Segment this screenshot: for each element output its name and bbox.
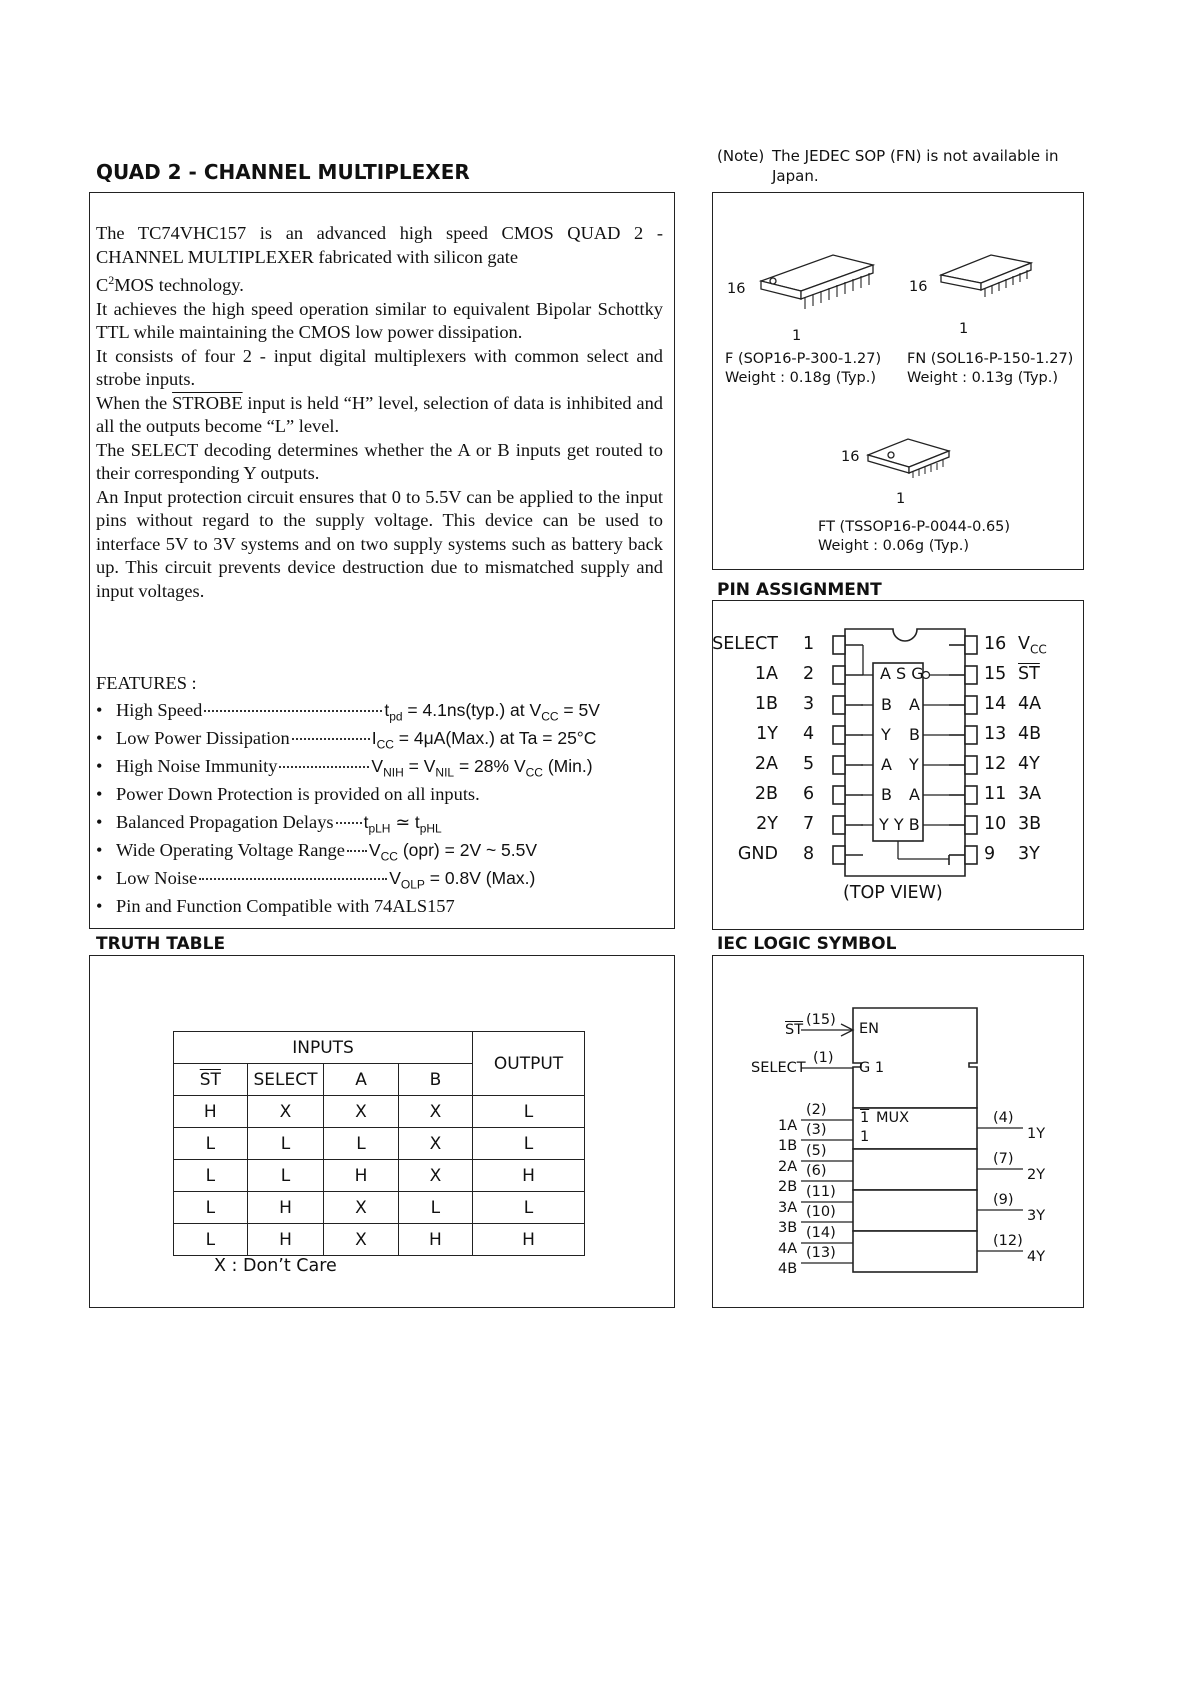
pin-right-10 — [965, 816, 977, 834]
pin-name: SELECT — [712, 634, 778, 654]
iec-input-pin: (6) — [806, 1163, 827, 1179]
bullet: • — [96, 840, 103, 860]
feature-item — [96, 728, 666, 754]
iec-output-name: 4Y — [1027, 1249, 1046, 1265]
col-b: B — [398, 1064, 472, 1096]
bullet: • — [96, 784, 103, 804]
features-heading: FEATURES : — [96, 673, 197, 693]
pin-name: 2Y — [756, 814, 778, 834]
iec-input-name: 2A — [778, 1159, 798, 1175]
inner-y1: Y — [881, 725, 891, 744]
inner-a3: A — [909, 785, 920, 804]
table-cell: H — [398, 1224, 472, 1256]
table-cell: L — [247, 1128, 324, 1160]
inner-b2: B — [909, 725, 920, 744]
table-row — [174, 1224, 585, 1256]
pin-number: 9 — [984, 844, 996, 864]
truth-table-heading: TRUTH TABLE — [96, 934, 226, 954]
pkg3-weight: Weight : 0.06g (Typ.) — [818, 538, 970, 554]
pin-number: 3 — [803, 694, 815, 714]
pin-number: 7 — [803, 814, 815, 834]
pin-number: 16 — [984, 634, 1007, 654]
feature-label: Low Power Dissipation — [116, 728, 290, 748]
pkg2-name: FN (SOL16-P-150-1.27) — [907, 351, 1074, 367]
iec-output-pin: (9) — [993, 1192, 1014, 1208]
table-cell: X — [398, 1128, 472, 1160]
pin-number: 2 — [803, 664, 815, 684]
iec-en: EN — [859, 1021, 880, 1037]
pin-name: 2B — [754, 784, 778, 804]
pin-left-2 — [833, 666, 845, 684]
package-box — [712, 192, 1084, 570]
feature-item — [96, 700, 666, 726]
iec-input-name: 3B — [778, 1220, 798, 1236]
pkg1-name: F (SOP16-P-300-1.27) — [725, 351, 882, 367]
table-cell: H — [324, 1160, 398, 1192]
inner-b1: B — [881, 695, 892, 714]
inner-asg: A S G — [880, 664, 924, 683]
iec-mux-4 — [853, 1231, 977, 1272]
iec-input-name: 4A — [778, 1241, 798, 1257]
table-row — [174, 1160, 585, 1192]
iec-input-pin: (11) — [806, 1184, 836, 1200]
iec-heading: IEC LOGIC SYMBOL — [717, 934, 897, 954]
dot-leader — [336, 822, 362, 824]
bullet: • — [96, 700, 103, 720]
truth-table-box — [89, 955, 675, 1308]
pin-name: 4B — [1018, 724, 1042, 744]
dot-leader — [347, 850, 367, 852]
col-select: SELECT — [247, 1064, 324, 1096]
pin-right-11 — [965, 786, 977, 804]
sol16-package-icon — [941, 255, 1031, 297]
iec-st-pin: (15) — [806, 1012, 836, 1028]
pin-name: $\overline{ST}$ — [1018, 664, 1040, 684]
table-cell: L — [398, 1192, 472, 1224]
table-cell: L — [174, 1192, 248, 1224]
iec-input-pin: (13) — [806, 1245, 836, 1261]
table-row — [174, 1192, 585, 1224]
table-cell: L — [174, 1224, 248, 1256]
desc-para-5: The SELECT decoding determines whether the A or B inputs get routed to their corresponding Y outputs. — [96, 439, 663, 484]
feature-value: $t_{pLH}$ ≃ $t_{pHL}$ — [363, 812, 442, 836]
tssop16-package-icon — [868, 439, 949, 478]
dot-leader — [279, 766, 369, 768]
pin-left-4 — [833, 726, 845, 744]
dont-care-note: X : Don’t Care — [214, 1256, 337, 1276]
pkg2-pin1: 1 — [959, 321, 969, 337]
inner-a1: A — [909, 695, 920, 714]
page-title: QUAD 2 - CHANNEL MULTIPLEXER — [96, 160, 470, 184]
bullet: • — [96, 896, 103, 916]
iec-input-pin: (10) — [806, 1204, 836, 1220]
iec-input-name: 1A — [778, 1118, 798, 1134]
pin-left-8 — [833, 846, 845, 864]
pin-name: GND — [737, 844, 778, 864]
note-line2: Japan. — [772, 167, 819, 185]
pin-right-12 — [965, 756, 977, 774]
description — [96, 222, 663, 603]
pkg3-name: FT (TSSOP16-P-0044-0.65) — [818, 519, 1011, 535]
feature-item — [96, 896, 666, 922]
pin-name: 4Y — [1018, 754, 1040, 774]
feature-item — [96, 784, 666, 810]
feature-item — [96, 756, 666, 782]
iec-output-name: 2Y — [1027, 1167, 1046, 1183]
iec-input-pin: (5) — [806, 1143, 827, 1159]
pin-left-1 — [833, 636, 845, 654]
truth-table — [173, 1031, 585, 1256]
iec-select-label: SELECT — [751, 1060, 806, 1076]
iec-mux-label: MUX — [876, 1110, 910, 1126]
dot-leader — [292, 738, 370, 740]
desc-para-6: An Input protection circuit ensures that 0 to 5.5V can be applied to the input pins without regard to the supply voltage. This device can be used to interface 5V to 3V systems and on two supply systems such as battery back up. This circuit prevents device destruction due to mismatched supply and input voltages. — [96, 486, 663, 601]
iec-st-label: $\overline{ST}$ — [785, 1022, 804, 1038]
pin-number: 5 — [803, 754, 815, 774]
bullet: • — [96, 868, 103, 888]
iec-mux-1: 1 — [860, 1129, 870, 1145]
table-cell: H — [247, 1192, 324, 1224]
features — [96, 673, 666, 923]
feature-value: $V_{NIH} = V_{NIL} = 28\%$ $V_{CC}$ (Min.) — [371, 756, 593, 780]
pin-number: 6 — [803, 784, 815, 804]
table-row — [174, 1128, 585, 1160]
pin-right-15 — [965, 666, 977, 684]
pin-assignment-heading: PIN ASSIGNMENT — [717, 580, 882, 600]
col-a: A — [324, 1064, 398, 1096]
pin-left-5 — [833, 756, 845, 774]
pin-name: 3A — [1018, 784, 1042, 804]
pin-name: 3Y — [1018, 844, 1040, 864]
pin-number: 14 — [984, 694, 1007, 714]
pin-assignment-box — [712, 600, 1084, 930]
table-cell: L — [473, 1128, 585, 1160]
pin-number: 10 — [984, 814, 1007, 834]
desc-para-2: It achieves the high speed operation similar to equivalent Bipolar Schottky TTL while maintaining the CMOS low power dissipation. — [96, 298, 663, 343]
inner-a2: A — [881, 755, 892, 774]
pkg3-pin1: 1 — [896, 491, 906, 507]
pin-number: 8 — [803, 844, 815, 864]
feature-item — [96, 840, 666, 866]
pin-number: 1 — [803, 634, 815, 654]
pkg1-pin1: 1 — [792, 328, 802, 344]
feature-label: Pin and Function Compatible with 74ALS157 — [116, 896, 455, 916]
pin-name: 1B — [754, 694, 778, 714]
desc-para-1: The TC74VHC157 is an advanced high speed CMOS QUAD 2 - CHANNEL MULTIPLEXER fabricated with silicon gate $C^2MOS$ technology. — [96, 223, 663, 296]
sop16-package-icon — [761, 255, 873, 309]
pin-right-9 — [965, 846, 977, 864]
pkg1-pin16: 16 — [727, 281, 746, 297]
col-st: $\overline{ST}$ — [174, 1064, 248, 1096]
iec-g1: G 1 — [859, 1060, 885, 1076]
dot-leader — [204, 710, 382, 712]
table-cell: L — [174, 1128, 248, 1160]
iec-select-pin: (1) — [813, 1050, 834, 1066]
pin-right-13 — [965, 726, 977, 744]
iec-mux-1 — [853, 1108, 977, 1149]
iec-output-name: 3Y — [1027, 1208, 1046, 1224]
table-cell: H — [473, 1160, 585, 1192]
feature-item — [96, 812, 666, 838]
feature-value: $V_{CC}$ (opr) = 2V ~ 5.5V — [368, 840, 538, 864]
pin-name: 1A — [754, 664, 778, 684]
table-cell: L — [473, 1096, 585, 1128]
feature-label: Low Noise — [116, 868, 198, 888]
pin-number: 11 — [984, 784, 1007, 804]
pin-name: 4A — [1018, 694, 1042, 714]
table-cell: X — [324, 1096, 398, 1128]
pin-name: 2A — [754, 754, 778, 774]
pin-number: 15 — [984, 664, 1007, 684]
iec-mux-top-1: 1 — [860, 1110, 870, 1126]
table-cell: H — [174, 1096, 248, 1128]
iec-input-name: 1B — [778, 1138, 798, 1154]
pkg3-pin16: 16 — [841, 449, 860, 465]
iec-input-name: 4B — [778, 1261, 798, 1277]
table-cell: L — [247, 1160, 324, 1192]
pin-name: $V_{CC}$ — [1018, 634, 1047, 657]
iec-mux-2 — [853, 1149, 977, 1190]
bullet: • — [96, 728, 103, 748]
feature-label: High Noise Immunity — [116, 756, 278, 776]
iec-mux-3 — [853, 1190, 977, 1231]
top-view-label: (TOP VIEW) — [843, 883, 943, 903]
table-cell: L — [473, 1192, 585, 1224]
feature-label: High Speed — [116, 700, 203, 720]
note-label: (Note) — [717, 147, 765, 165]
pin-left-7 — [833, 816, 845, 834]
table-cell: X — [398, 1096, 472, 1128]
pin-number: 12 — [984, 754, 1007, 774]
bullet: • — [96, 812, 103, 832]
dot-leader — [199, 878, 387, 880]
inner-b3: B — [881, 785, 892, 804]
pkg2-pin16: 16 — [909, 279, 928, 295]
pin-number: 4 — [803, 724, 815, 744]
iec-output-pin: (7) — [993, 1151, 1014, 1167]
table-cell: X — [324, 1192, 398, 1224]
table-cell: X — [247, 1096, 324, 1128]
table-row — [174, 1096, 585, 1128]
pin-name: 1Y — [756, 724, 778, 744]
pin-left-3 — [833, 696, 845, 714]
iec-input-name: 3A — [778, 1200, 798, 1216]
inputs-header: INPUTS — [174, 1032, 473, 1064]
pkg1-weight: Weight : 0.18g (Typ.) — [725, 370, 877, 386]
iec-box — [712, 955, 1084, 1308]
table-cell: X — [324, 1224, 398, 1256]
pin-name: 3B — [1018, 814, 1042, 834]
desc-para-3: It consists of four 2 - input digital multiplexers with common select and strobe inputs. — [96, 345, 663, 390]
output-header: OUTPUT — [473, 1032, 585, 1096]
table-cell: X — [398, 1160, 472, 1192]
iec-input-name: 2B — [778, 1179, 798, 1195]
pin-number: 13 — [984, 724, 1007, 744]
inner-y2: Y — [909, 755, 919, 774]
feature-value: $t_{pd} = 4.1ns(typ.)$ at $V_{CC} = 5V$ — [384, 700, 600, 724]
pkg2-weight: Weight : 0.13g (Typ.) — [907, 370, 1059, 386]
feature-value: $I_{CC} = 4\mu A(Max.)$ at Ta = 25°C — [371, 728, 597, 752]
iec-input-pin: (14) — [806, 1225, 836, 1241]
table-cell: L — [174, 1160, 248, 1192]
pin-right-14 — [965, 696, 977, 714]
feature-label: Balanced Propagation Delays — [116, 812, 334, 832]
feature-item — [96, 868, 666, 894]
iec-input-pin: (2) — [806, 1102, 827, 1118]
table-cell: H — [247, 1224, 324, 1256]
inner-yyb: Y Y B — [879, 815, 920, 834]
iec-output-pin: (12) — [993, 1233, 1023, 1249]
pin-right-16 — [965, 636, 977, 654]
note-line1: The JEDEC SOP (FN) is not available in — [772, 147, 1059, 165]
feature-value: $V_{OLP} = 0.8V$ (Max.) — [389, 868, 536, 892]
table-cell: L — [324, 1128, 398, 1160]
table-cell: H — [473, 1224, 585, 1256]
desc-para-4: When the STROBE input is held “H” level, selection of data is inhibited and all the outputs become “L” level. — [96, 392, 663, 437]
pin-left-6 — [833, 786, 845, 804]
bullet: • — [96, 756, 103, 776]
iec-input-pin: (3) — [806, 1122, 827, 1138]
iec-output-name: 1Y — [1027, 1126, 1046, 1142]
feature-label: Power Down Protection is provided on all inputs. — [116, 784, 480, 804]
feature-label: Wide Operating Voltage Range — [116, 840, 345, 860]
iec-output-pin: (4) — [993, 1110, 1014, 1126]
